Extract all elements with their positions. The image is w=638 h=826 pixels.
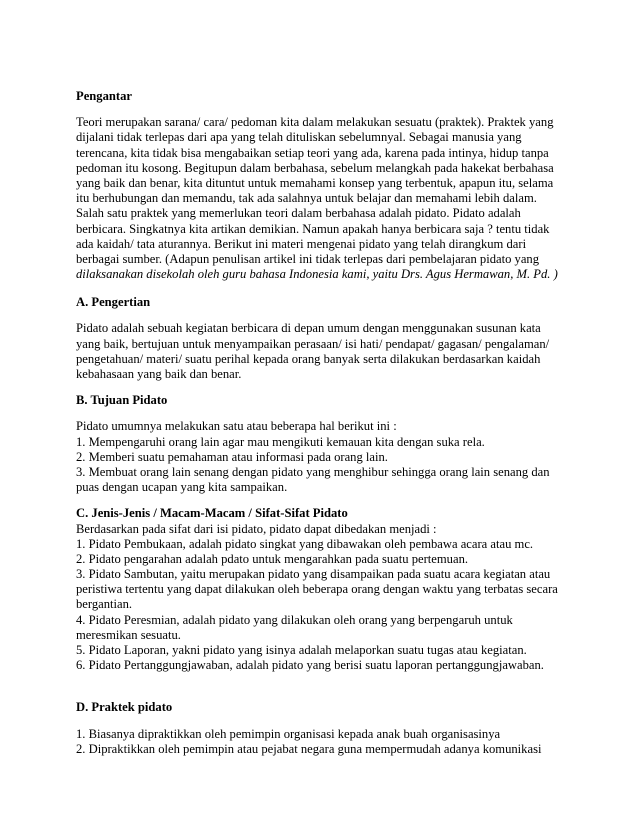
section-c-line: 5. Pidato Laporan, yakni pidato yang isinya adalah melaporkan suatu tugas atau kegiatan. [76,643,527,657]
section-a-line: yang baik, bertujuan untuk menyampaikan perasaan/ isi hati/ pendapat/ gagasan/ pengalaman/ [76,336,550,351]
intro-paragraph [76,115,566,282]
intro-italic-line: dilaksanakan disekolah oleh guru bahasa Indonesia kami, yaitu Drs. Agus Hermawan, M. Pd. ) [76,267,558,282]
section-d-paragraph [76,727,566,757]
intro-line: itu berhubungan dan memandu, tak ada salahnya untuk belajar dan memahami lebih dalam. [76,191,537,206]
intro-line: berbicara. Singkatnya kita artikan demikian. Namun apakah hanya berbicara saja ? tentu tidak [76,221,550,236]
section-b-line: 2. Memberi suatu pemahaman atau informasi pada orang lain. [76,449,388,464]
section-b-paragraph [76,419,566,495]
intro-line: Salah satu praktek yang memerlukan teori dalam berbahasa adalah pidato. Pidato adalah [76,206,521,221]
document-body [76,89,566,757]
section-c-heading: C. Jenis-Jenis / Macam-Macam / Sifat-Sifat Pidato [76,506,348,521]
section-c-line: meresmikan sesuatu. [76,627,181,642]
section-a-heading: A. Pengertian [76,295,151,310]
intro-line: Teori merupakan sarana/ cara/ pedoman kita dalam melakukan sesuatu (praktek). Praktek yang [76,115,554,130]
section-c-line: 3. Pidato Sambutan, yaitu merupakan pidato yang disampaikan pada suatu acara kegiatan atau [76,567,551,582]
intro-line: pedoman itu kosong. Begitupun dalam berbahasa, sebelum melangkah pada hakekat berbahasa [76,160,554,175]
section-b-heading: B. Tujuan Pidato [76,393,168,408]
section-a-paragraph [76,321,566,382]
section-d-line: 2. Dipraktikkan oleh pemimpin atau pejabat negara guna mempermudah adanya komunikasi [76,741,542,756]
section-d-line: 1. Biasanya dipraktikkan oleh pemimpin organisasi kepada anak buah organisasinya [76,726,501,741]
section-a-line: kebahasaan yang baik dan benar. [76,367,242,381]
section-c-line: 2. Pidato pengarahan adalah pdato untuk mengarahkan pada suatu pertemuan. [76,551,469,566]
section-b-line: 3. Membuat orang lain senang dengan pidato yang menghibur sehingga orang lain senang dan [76,464,550,479]
intro-line: dijalani tidak terlepas dari apa yang telah dituliskan sebelumnyal. Sebagai manusia yang [76,130,522,145]
intro-line: terencana, kita tidak bisa mengabaikan setiap teori yang ada, karena pada intinya, hidup tanpa [76,145,549,160]
section-c-line: 6. Pidato Pertanggungjawaban, adalah pidato yang berisi suatu laporan pertanggungjawaban. [76,658,544,673]
section-c-line: 4. Pidato Peresmian, adalah pidato yang dilakukan oleh orang yang berpengaruh untuk [76,612,513,627]
section-c-line: 1. Pidato Pembukaan, adalah pidato singkat yang dibawakan oleh pembawa acara atau mc. [76,536,534,551]
section-b-line: Pidato umumnya melakukan satu atau beberapa hal berikut ini : [76,419,397,434]
intro-line: ada kaidah/ tata aturannya. Berikut ini materi mengenai pidato yang telah dirangkum dari [76,236,527,251]
section-b-line: 1. Mempengaruhi orang lain agar mau mengikuti kemauan kita dengan suka rela. [76,434,485,449]
section-b-line: puas dengan ucapan yang kita sampaikan. [76,480,288,495]
section-d-heading: D. Praktek pidato [76,700,173,715]
section-c-line: Berdasarkan pada sifat dari isi pidato, pidato dapat dibedakan menjadi : [76,521,437,536]
section-a-line: pengetahuan/ materi/ suatu perihal kepada orang banyak serta dilakukan berdasarkan kaidah [76,351,541,366]
intro-heading: Pengantar [76,89,132,103]
section-a-line: Pidato adalah sebuah kegiatan berbicara di depan umum dengan menggunakan susunan kata [76,321,541,336]
section-c-line: peristiwa tertentu yang dapat dilakukan oleh beberapa orang dengan waktu yang terbatas secara [76,582,558,597]
intro-line: berbagai sumber. (Adapun penulisan artikel ini tidak terlepas dari pembelajaran pidato yang [76,251,540,266]
section-c-line: bergantian. [76,597,133,612]
section-c-paragraph [76,522,566,674]
intro-line: yang baik dan benar, kita dituntut untuk memahami konsep yang terbentuk, apapun itu, selama [76,175,554,190]
